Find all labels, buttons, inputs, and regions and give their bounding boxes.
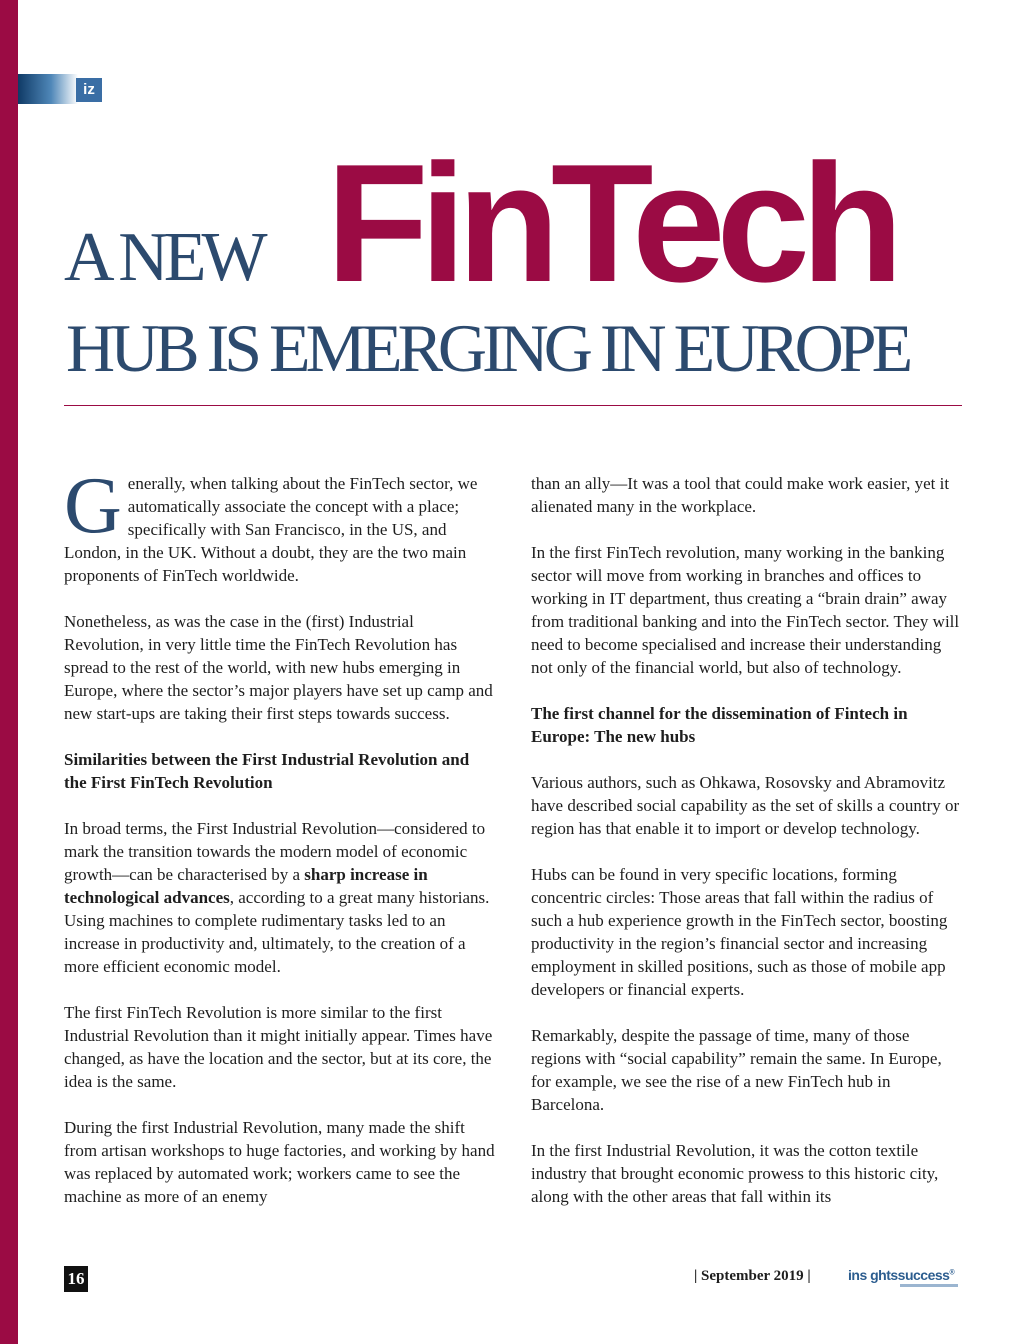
paragraph: In the first Industrial Revolution, it was the cotton textile industry that brought economic prowess to this historic city, along with the other areas that fall within its — [531, 1141, 939, 1206]
paragraph: The first FinTech Revolution is more similar to the first Industrial Revolution than it might initially appear. Times have changed, as have the location and the sector, but at its core, the idea is the same. — [64, 1003, 493, 1091]
page-number: 16 — [64, 1266, 88, 1292]
title-divider — [64, 405, 962, 406]
headline-main: FinTech — [326, 129, 895, 317]
paragraph: Nonetheless, as was the case in the (first) Industrial Revolution, in very little time the FinTech Revolution has spread to the rest of the world, with new hubs emerging in Europe, where the sector’s major players have set up camp and new start-ups are taking their first steps towards success. — [64, 612, 493, 723]
logo-gradient-strip — [18, 74, 78, 104]
paragraph — [64, 817, 496, 978]
bold-phrase: sharp increase in technological advances — [64, 865, 428, 907]
headline-prefix: A NEW — [64, 219, 263, 296]
drop-cap: G — [64, 462, 122, 550]
paragraph: During the first Industrial Revolution, many made the shift from artisan workshops to huge factories, and working by hand was replaced by automated work; workers came to see the machine as more of an enemy — [64, 1118, 495, 1206]
paragraph: Remarkably, despite the passage of time, many of those regions with “social capability” remain the same. In Europe, for example, we see the rise of a new FinTech hub in Barcelona. — [531, 1026, 942, 1114]
registered-mark: ® — [949, 1269, 955, 1277]
section-heading: The first channel for the dissemination of Fintech in Europe: The new hubs — [531, 704, 908, 746]
paragraph-text: In broad terms, the First Industrial Revolution—considered to mark the transition towards the modern model of economic growth—can be characterised by a — [64, 819, 486, 884]
headline-subtitle: HUB IS EMERGING IN EUROPE — [66, 310, 909, 386]
paragraph: In the first FinTech revolution, many working in the banking sector will move from working in branches and offices to working in IT department, thus creating a “brain drain” away from traditional banking and into the FinTech sector. They will need to become specialised and increase their understanding not only of the financial world, but also of technology. — [531, 543, 960, 677]
brand-logo — [848, 1267, 954, 1283]
left-accent-bar — [0, 0, 18, 1344]
section-heading: Similarities between the First Industrial Revolution and the First FinTech Revolution — [64, 750, 470, 792]
brand-tagline-bar — [900, 1284, 958, 1287]
brand-name: ins ghtssuccess — [848, 1267, 950, 1283]
paragraph-text: , according to a great many historians. Using machines to complete rudimentary tasks led to an increase in productivity and, ultimately, to the creation of a more efficient economic model. — [64, 888, 490, 976]
iz-logo-icon — [76, 78, 102, 102]
paragraph-text: enerally, when talking about the FinTech sector, we automatically associate the concept with a place; specifically with San Francisco, in the US, and London, in the UK. Without a doubt, they are the two main proponents of FinTech worldwide. — [64, 474, 478, 585]
article-column-left — [64, 462, 496, 1231]
paragraph: Hubs can be found in very specific locations, forming concentric circles: Those areas that fall within the radius of such a hub experience growth in the FinTech sector, boosting productivity in the region’s financial sector and increasing employment in skilled positions, such as those of mobile app developers or financial experts. — [531, 865, 948, 999]
footer-date: | September 2019 | — [694, 1268, 811, 1284]
paragraph — [64, 462, 496, 587]
paragraph: Various authors, such as Ohkawa, Rosovsky and Abramovitz have described social capability as the set of skills a country or region has that enable it to import or develop technology. — [531, 773, 960, 838]
article-column-right — [531, 472, 963, 1231]
paragraph: than an ally—It was a tool that could make work easier, yet it alienated many in the workplace. — [531, 474, 950, 516]
logo-mark: iz — [83, 81, 95, 98]
headline — [64, 129, 984, 318]
